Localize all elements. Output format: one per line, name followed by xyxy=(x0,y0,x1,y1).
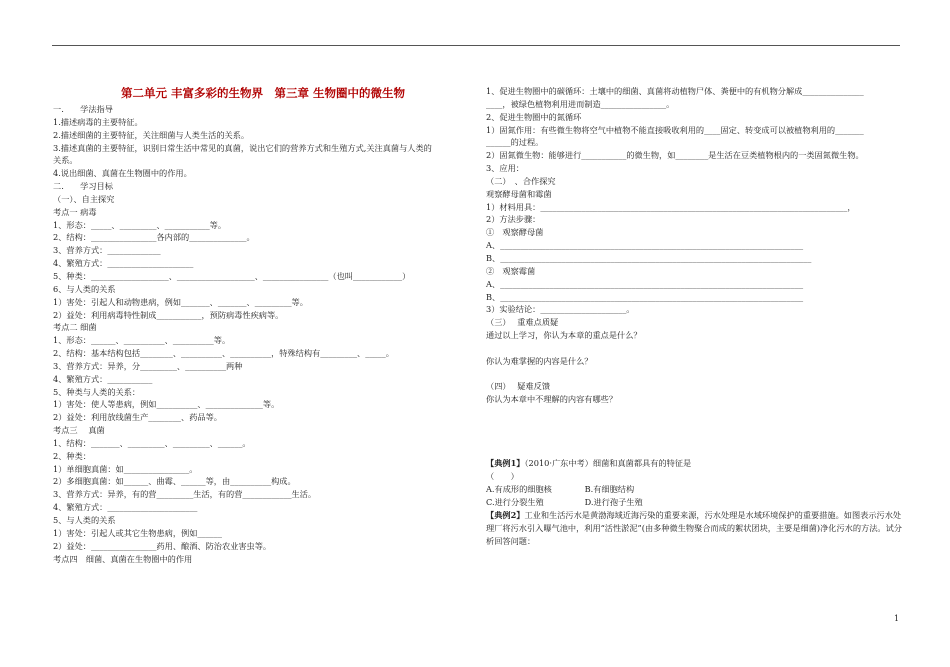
left-line: 2、结构：________________各内部的______________。 xyxy=(53,232,255,243)
example-2-question xyxy=(486,509,906,548)
left-line: 3.描述真菌的主要特征，识别日常生活中常见的真菌，说出它们的营养方式和生殖方式,关注真菌与人类的 xyxy=(53,142,432,153)
example-1-question xyxy=(486,457,916,470)
example-2-text: 工业和生活污水是黄渤海域近海污染的重要来源，污水处理是水域环境保护的重要措施。如图表示污水处理厂将污水引入曝气池中，利用“活性淤泥”(由多种微生物聚合而成的絮状团块，主要是细菌)净化污水的方法。试分析回答问题： xyxy=(486,509,902,546)
example-1-text: （2010·广东中考）细菌和真菌都具有的特征是 xyxy=(524,458,692,469)
left-line: 1）害处：使人等患病，例如__________、______________等。 xyxy=(53,399,280,410)
right-a-line: 3、应用： xyxy=(486,163,524,174)
left-line: 4、繁殖方式：______________________ xyxy=(53,502,198,513)
left-line: 1.描述病毒的主要特征。 xyxy=(53,116,143,127)
document-title: 第二单元 丰富多彩的生物界 第三章 生物圈中的微生物 xyxy=(120,86,405,100)
right-a-line: 1、促进生物圈中的碳循环：土壤中的细菌、真菌将动植物尸体、粪便中的有机物分解成_______________ xyxy=(486,86,864,96)
right-column xyxy=(486,85,916,547)
left-line: 5、与人类的关系 xyxy=(53,515,116,525)
left-line: 4、繁殖方式：___________ xyxy=(53,373,153,384)
right-a-line: B、__________________________________________________________________________ xyxy=(486,291,804,302)
right-c-line: 你认为本章中不理解的内容有哪些？ xyxy=(486,394,618,405)
header-rule xyxy=(52,45,900,46)
right-a-line: 1）材料用具：___________________________________________________________________________， xyxy=(486,201,856,212)
left-line: 4.说出细菌、真菌在生物圈中的作用。 xyxy=(53,168,192,179)
left-line: 5、种类：___________________、___________________、________________（也叫____________） xyxy=(53,270,411,281)
page-number: 1 xyxy=(894,614,900,623)
example-2-lead: 【典例2】 xyxy=(486,509,525,520)
left-line: 3、营养方式：异养，有的营_________生活，有的营____________生活。 xyxy=(53,489,317,500)
left-column xyxy=(53,85,473,565)
left-line: 2、种类： xyxy=(53,450,91,461)
left-line: 3、营养方式：异养，分_________、__________两种 xyxy=(53,360,243,371)
right-a-line: （三） 重难点质疑 xyxy=(486,317,559,328)
right-c-line: （四） 疑难反馈 xyxy=(486,381,551,392)
left-line: 考点二 细菌 xyxy=(53,322,97,333)
left-line: 1、形态：_____、_________、___________等。 xyxy=(53,219,227,230)
right-a-line: 2）方法步骤： xyxy=(486,214,541,225)
left-line: 4、繁殖方式：_____________________ xyxy=(53,258,194,269)
left-line: 2）益处：利用病毒特性制成___________，预防病毒性疾病等。 xyxy=(53,309,284,320)
left-line: 1）害处：引起人或其它生物患病，例如______ xyxy=(53,527,222,538)
left-line: 2.描述细菌的主要特征，关注细菌与人类生活的关系。 xyxy=(53,129,250,140)
left-lines xyxy=(53,103,473,565)
left-line: 2）多细胞真菌：如______、曲霉、______等，由__________构成。 xyxy=(53,476,296,487)
right-a-line: 观察酵母菌和霉菌 xyxy=(486,188,552,199)
left-line: 考点一 病毒 xyxy=(53,206,97,217)
right-lines-c xyxy=(486,380,916,406)
right-lines-b xyxy=(486,355,916,368)
left-line: 考点四 细菌、真菌在生物圈中的作用 xyxy=(53,553,193,564)
example-1-options-ab: A.有成形的细胞核 B.有细胞结构 xyxy=(486,484,635,495)
right-a-line: ① 观察酵母菌 xyxy=(486,227,544,238)
right-a-line: 3）实验结论：_____________________。 xyxy=(486,304,635,315)
right-a-line: 2、促进生物圈中的氮循环 xyxy=(486,111,582,122)
left-line: 考点三 真菌 xyxy=(53,425,105,436)
right-b-line: 你认为难掌握的内容是什么？ xyxy=(486,355,593,366)
left-line: 5、种类与人类的关系： xyxy=(53,386,141,397)
right-a-line: ____，被绿色植物利用进而制造________________。 xyxy=(486,98,675,109)
example-1-lead: 【典例1】 xyxy=(486,458,525,469)
left-line: 二. 学习目标 xyxy=(53,181,113,192)
left-line: 一. 学法指导 xyxy=(53,104,113,114)
left-line: 2、结构：基本结构包括________、__________、__________，特殊结构有_________、_____。 xyxy=(53,348,394,359)
left-line: 6、与人类的关系 xyxy=(53,283,116,294)
left-line: （一）、自主探究 xyxy=(53,193,115,204)
right-a-line: 1）固氮作用：有些微生物将空气中植物不能直接吸收利用的____固定、转变成可以被植物利用的_______ xyxy=(486,124,864,135)
right-a-line: B、____________________________________________________________________________ xyxy=(486,252,812,263)
left-line: 关系。 xyxy=(53,155,78,166)
left-line: 1、形态：______、__________、__________等。 xyxy=(53,335,231,346)
left-line: 1）单细胞真菌：如________________。 xyxy=(53,463,198,474)
example-1-options-cd: C.进行分裂生殖 D.进行孢子生殖 xyxy=(486,497,643,507)
left-line: 1、结构：_______、_________、_________、______。 xyxy=(53,437,251,448)
left-line: 2）益处：________________药用、酿酒、防治农业害虫等。 xyxy=(53,540,272,551)
right-a-line: ② 观察霉菌 xyxy=(486,265,536,276)
right-a-line: （二） 、合作探究 xyxy=(486,175,556,186)
left-line: 2）益处：利用放线菌生产________、药品等。 xyxy=(53,412,222,423)
left-line: 3、营养方式：_____________ xyxy=(53,245,161,256)
left-line: 1）害处：引起人和动物患病，例如_______、_______、_________等。 xyxy=(53,296,308,307)
example-1-paren: （ ） xyxy=(486,471,519,482)
right-a-line: A、__________________________________________________________________________ xyxy=(486,240,804,251)
right-a-line: 2）固氮微生物：能够进行___________的微生物，如________是生活在豆类植物根内的一类固氮微生物。 xyxy=(486,150,864,161)
right-a-line: 通过以上学习，你认为本章的重点是什么？ xyxy=(486,330,642,341)
right-a-line: A、__________________________________________________________________________ xyxy=(486,278,804,289)
right-lines-a xyxy=(486,85,916,342)
right-a-line: ______的过程。 xyxy=(486,137,544,148)
